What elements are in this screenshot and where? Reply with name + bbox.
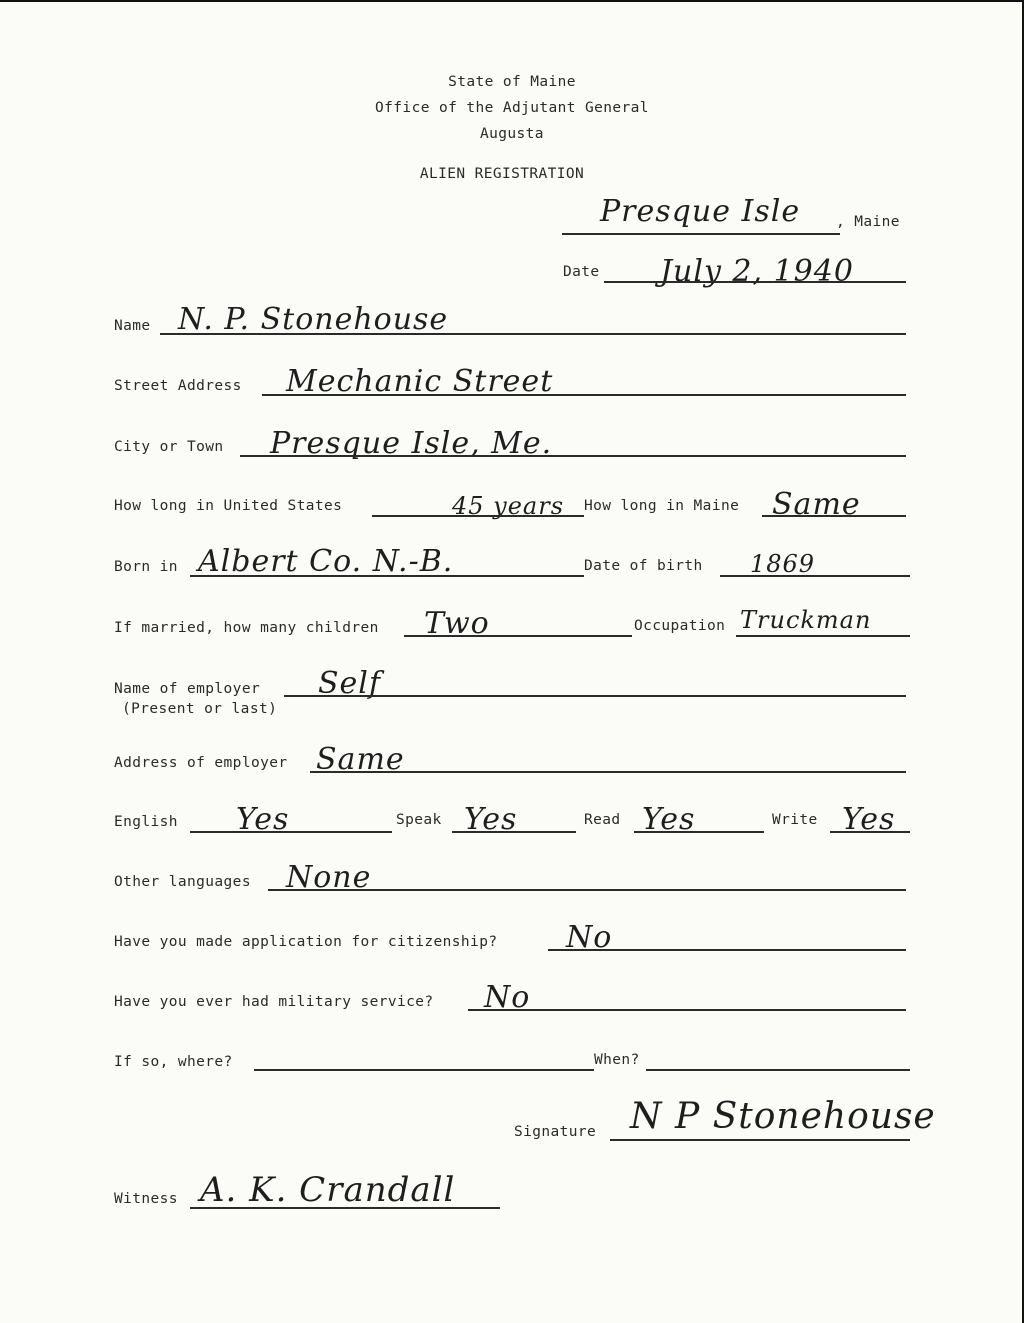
speak-value: Yes: [464, 802, 518, 837]
citizenship-value: No: [566, 920, 613, 955]
where-line: [254, 1069, 594, 1071]
write-label: Write: [772, 812, 818, 828]
born-in-label: Born in: [114, 559, 178, 575]
read-label: Read: [584, 812, 621, 828]
years-us-value: 45 years: [452, 492, 565, 520]
employer-sublabel: (Present or last): [122, 701, 278, 717]
read-line: [634, 831, 764, 833]
name-label: Name: [114, 318, 151, 334]
employer-label: Name of employer: [114, 681, 261, 697]
years-us-line: [372, 515, 584, 517]
street-address-label: Street Address: [114, 378, 242, 394]
street-address-value: Mechanic Street: [286, 364, 554, 399]
form-title: ALIEN REGISTRATION: [419, 166, 585, 182]
date-of-birth-line: [720, 575, 910, 577]
name-value: N. P. Stonehouse: [178, 302, 449, 337]
occupation-value: Truckman: [740, 606, 872, 634]
place-line: [562, 233, 840, 235]
where-label: If so, where?: [114, 1054, 233, 1070]
employer-line: [284, 695, 906, 697]
when-label: When?: [594, 1052, 640, 1068]
city-line: [240, 455, 906, 457]
read-value: Yes: [642, 802, 696, 837]
citizenship-line: [548, 949, 906, 951]
children-value: Two: [424, 606, 490, 641]
speak-line: [452, 831, 576, 833]
born-in-value: Albert Co. N.-B.: [198, 544, 454, 579]
header-city: Augusta: [480, 126, 544, 142]
english-label: English: [114, 814, 178, 830]
date-value: July 2, 1940: [660, 254, 854, 289]
date-line: [604, 281, 906, 283]
signature-label: Signature: [514, 1124, 597, 1140]
citizenship-label: Have you made application for citizenship?: [114, 934, 498, 950]
english-line: [190, 831, 392, 833]
witness-line: [190, 1207, 500, 1209]
city-value: Presque Isle, Me.: [270, 426, 553, 461]
speak-label: Speak: [396, 812, 442, 828]
occupation-label: Occupation: [634, 618, 726, 634]
place-value: Presque Isle: [600, 194, 801, 229]
date-of-birth-label: Date of birth: [584, 558, 703, 574]
name-line: [160, 333, 906, 335]
write-value: Yes: [842, 802, 896, 837]
date-label: Date: [563, 264, 600, 280]
years-maine-label: How long in Maine: [584, 498, 740, 514]
military-line: [468, 1009, 906, 1011]
other-languages-value: None: [286, 860, 372, 895]
employer-address-value: Same: [316, 742, 405, 777]
header-state: State of Maine: [448, 74, 576, 90]
other-languages-line: [268, 889, 906, 891]
years-maine-line: [762, 515, 906, 517]
date-of-birth-value: 1869: [750, 550, 816, 578]
signature-value: N P Stonehouse: [630, 1096, 936, 1137]
other-languages-label: Other languages: [114, 874, 251, 890]
witness-value: A. K. Crandall: [200, 1170, 456, 1210]
occupation-line: [736, 635, 910, 637]
when-line: [646, 1069, 910, 1071]
years-us-label: How long in United States: [114, 498, 343, 514]
military-label: Have you ever had military service?: [114, 994, 434, 1010]
signature-line: [610, 1139, 910, 1141]
write-line: [830, 831, 910, 833]
years-maine-value: Same: [772, 487, 861, 522]
place-suffix: , Maine: [836, 214, 900, 230]
city-label: City or Town: [114, 439, 224, 455]
employer-address-line: [310, 771, 906, 773]
children-line: [404, 635, 632, 637]
english-value: Yes: [236, 802, 290, 837]
military-value: No: [484, 980, 531, 1015]
header-office: Office of the Adjutant General: [375, 100, 649, 116]
witness-label: Witness: [114, 1191, 178, 1207]
street-address-line: [262, 394, 906, 396]
children-label: If married, how many children: [114, 620, 379, 636]
born-in-line: [190, 575, 584, 577]
employer-value: Self: [318, 666, 382, 701]
employer-address-label: Address of employer: [114, 755, 288, 771]
